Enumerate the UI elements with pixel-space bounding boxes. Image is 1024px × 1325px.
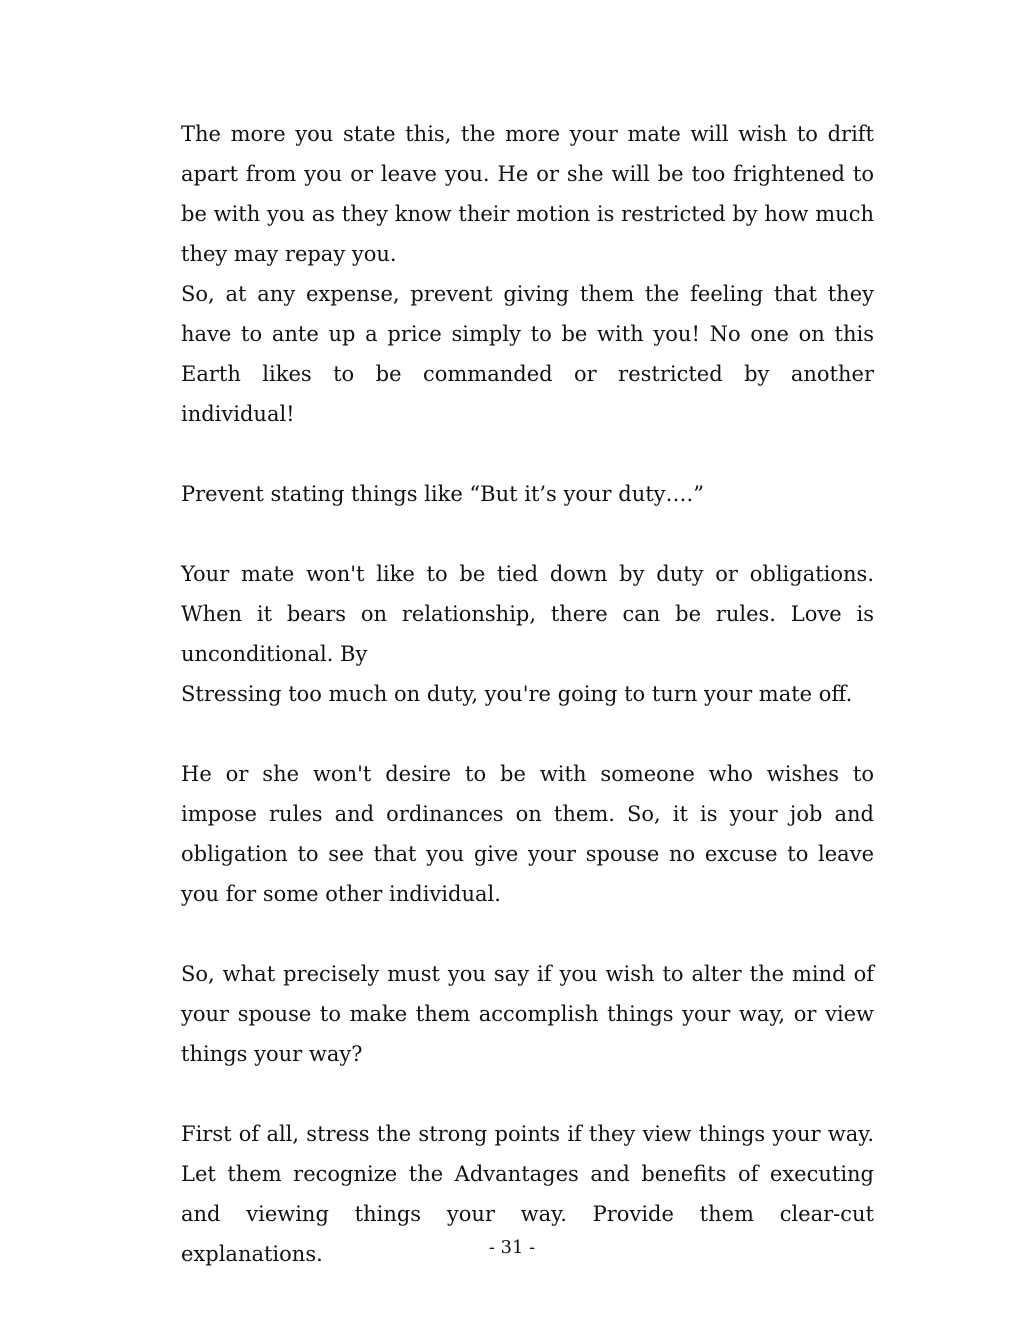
paragraph-5: Stressing too much on duty, you're going to turn your mate off.: [181, 682, 853, 706]
paragraph-6: He or she won't desire to be with someone who wishes to impose rules and ordinances on them. So, it is your job and obligation to see that you give your spouse no excuse to leave you for some other individual.: [181, 762, 874, 906]
paragraph-2: So, at any expense, prevent giving them the feeling that they have to ante up a price simply to be with you! No one on this Earth likes to be commanded or restricted by another individual!: [181, 282, 874, 426]
paragraph-spacer: [181, 1074, 874, 1114]
paragraph-spacer: [181, 714, 874, 754]
page-number: - 31 -: [488, 1237, 536, 1258]
body-text: [181, 114, 874, 1274]
paragraph-7: So, what precisely must you say if you wish to alter the mind of your spouse to make them accomplish things your way, or view things your way?: [181, 962, 874, 1066]
paragraph-spacer: [181, 514, 874, 554]
paragraph-4: Your mate won't like to be tied down by duty or obligations. When it bears on relationship, there can be rules. Love is unconditional. By: [181, 562, 874, 666]
paragraph-spacer: [181, 914, 874, 954]
paragraph-3: Prevent stating things like “But it’s your duty….”: [181, 482, 704, 506]
paragraph-spacer: [181, 434, 874, 474]
paragraph-8: First of all, stress the strong points if they view things your way. Let them recognize the Advantages and benefits of executing and viewing things your way. Provide them clear-cut explanations.: [181, 1122, 874, 1266]
paragraph-1: The more you state this, the more your mate will wish to drift apart from you or leave you. He or she will be too frightened to be with you as they know their motion is restricted by how much they may repay you.: [181, 122, 874, 266]
